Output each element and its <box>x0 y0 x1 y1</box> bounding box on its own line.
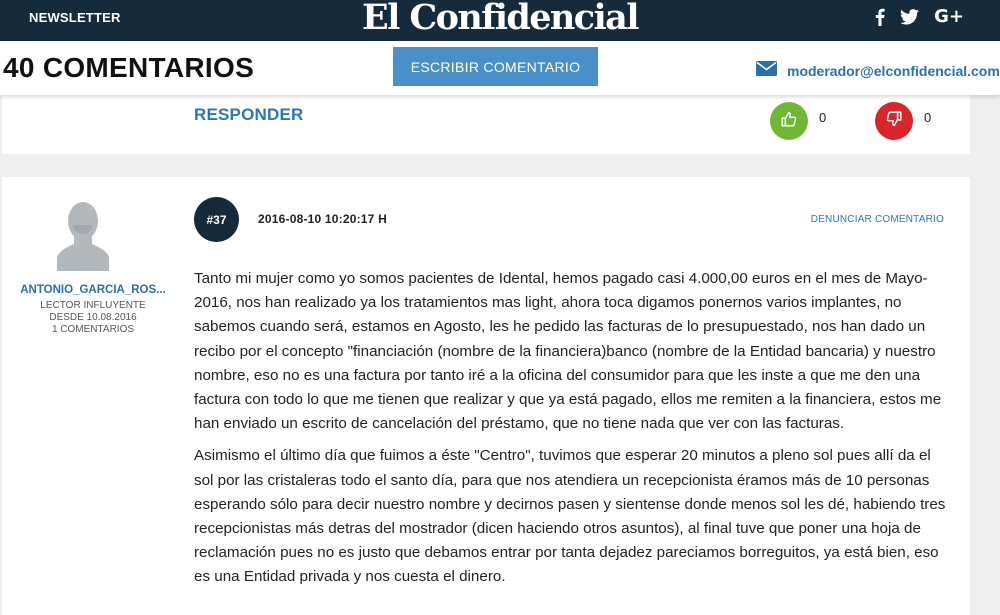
google-plus-icon[interactable]: G+ <box>934 6 964 27</box>
thumbs-down-icon <box>885 110 903 133</box>
comment-paragraph: Asimismo el último día que fuimos a éste "Centro", tuvimos que esperar 20 minutos a pleno sol pues allí da el sol por las cristaleras todo el santo día, para que nos atendiera un recepcionista éramos más de 10 personas esperando sólo para decir nuestro nombre y decirnos pasen y sientense donde menos sol les dé, habiendo tres recepcionistas más detras del mostrador (dicen haciendo otros asuntos), al final tuve que poner una hoja de reclamación pues no es justo que debamos entrar por tanta dejadez pareciamos borreguitos, ya está bien, eso es una Entidad privada y nos cuesta el dinero. <box>194 447 946 586</box>
comment-author-name[interactable]: ANTONIO_GARCIA_ROS... <box>20 284 166 296</box>
author-comment-count: 1 COMENTARIOS <box>51 324 135 335</box>
thumbs-up-icon <box>780 110 798 133</box>
thumbs-down-button[interactable] <box>875 102 913 140</box>
comments-header <box>0 41 1000 95</box>
top-navbar <box>0 0 1000 41</box>
previous-comment-card <box>2 95 970 154</box>
write-comment-button[interactable]: ESCRIBIR COMENTARIO <box>393 47 598 86</box>
thumbs-up-button[interactable] <box>770 102 808 140</box>
comment-number-badge: #37 <box>194 197 239 242</box>
author-role: LECTOR INFLUYENTE <box>40 300 146 311</box>
report-comment-link[interactable]: DENUNCIAR COMENTARIO <box>810 214 944 225</box>
avatar[interactable] <box>57 199 109 271</box>
twitter-icon[interactable] <box>900 9 919 25</box>
comment-timestamp: 2016-08-10 10:20:17 H <box>258 212 387 226</box>
facebook-icon[interactable] <box>875 8 885 26</box>
reply-button[interactable]: RESPONDER <box>194 105 304 124</box>
newsletter-link[interactable]: NEWSLETTER <box>29 10 121 25</box>
author-since: DESDE 10.08.2016 <box>49 312 137 323</box>
moderator-email-link[interactable]: moderador@elconfidencial.com <box>787 63 1000 79</box>
comment-body <box>194 267 946 598</box>
comment-card <box>2 177 970 615</box>
site-logo[interactable]: El Confidencial <box>362 0 638 38</box>
comments-count-title: 40 COMENTARIOS <box>3 52 255 83</box>
downvote-count: 0 <box>924 110 932 125</box>
comment-paragraph: Tanto mi mujer como yo somos pacientes de Idental, hemos pagado casi 4.000,00 euros en el mes de Mayo-2016, nos han realizado ya los tratamientos mas light, ahora toca digamos ponernos varios implantes, no sabemos cuando será, estamos en Agosto, les he pedido las facturas de lo presupuestado, nos han dado un recibo por el concepto "financiación (nombre de la financiera)banco (nombre de la Entidad bancaria) y nuestro nombre, eso no es una factura por tanto iré a la oficina del consumidor para que les inste a que me den una factura con todo lo que me tienen que realizar y que ya está pagado, ellos me remiten a la financiera, estos me han enviado un escrito de cancelación del préstamo, que no tiene nada que ver con las facturas. <box>194 270 942 433</box>
moderator-contact[interactable] <box>756 61 1000 81</box>
social-links <box>875 8 964 26</box>
envelope-icon <box>756 61 777 81</box>
upvote-count: 0 <box>819 110 827 125</box>
user-silhouette-icon <box>57 199 109 271</box>
